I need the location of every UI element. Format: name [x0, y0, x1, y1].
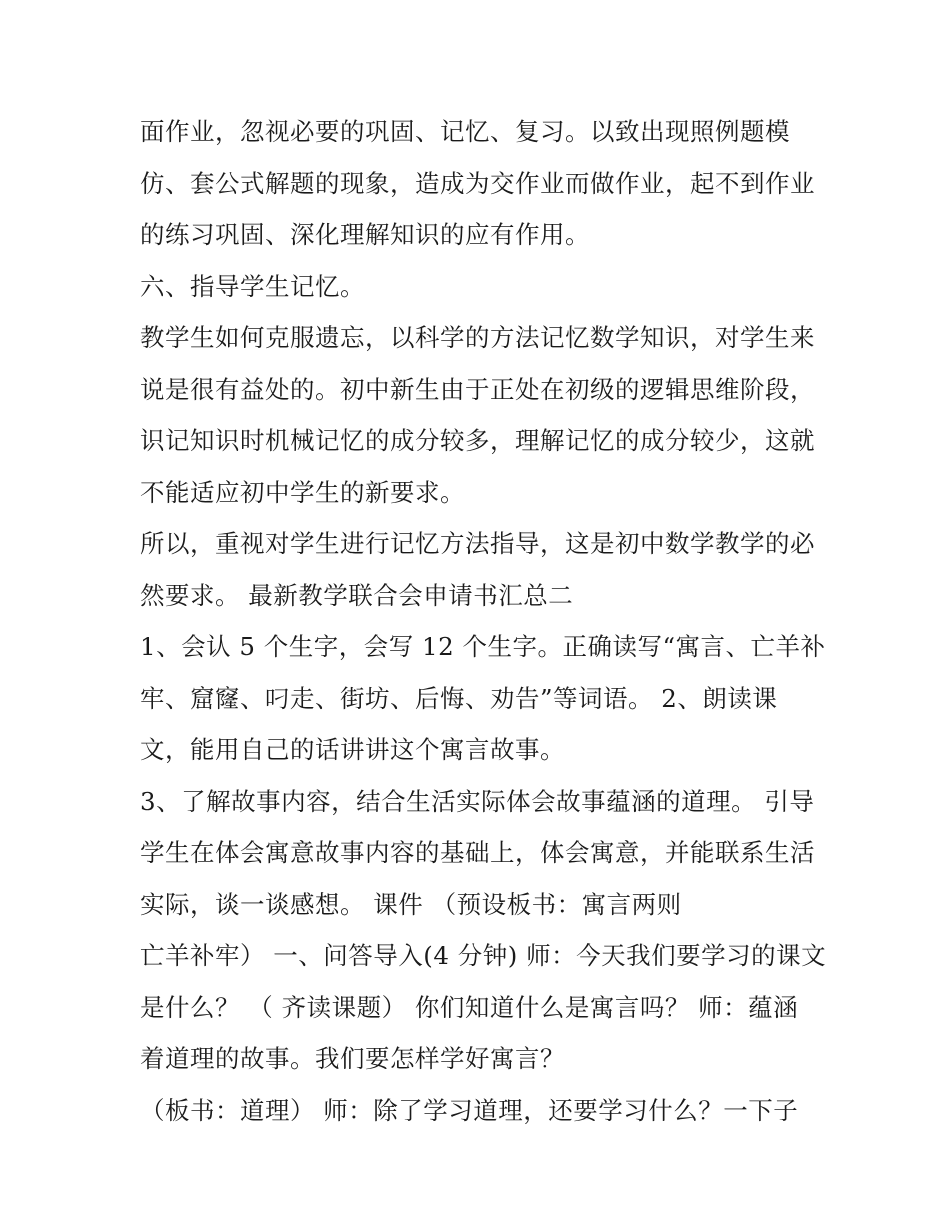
text-line: 实际，谈一谈感想。 课件 （预设板书：寓言两则: [140, 889, 682, 919]
text-line: 仿、套公式解题的现象，造成为交作业而做作业，起不到作业: [140, 168, 815, 198]
text-line: 着道理的故事。我们要怎样学好寓言？: [140, 1044, 565, 1073]
text-line: 1、会认 5 个生字，会写 12 个生字。正确读写“寓言、亡羊补: [140, 632, 826, 661]
text-line: 学生在体会寓意故事内容的基础上，体会寓意，并能联系生活: [140, 838, 815, 867]
text-line: 是什么？ （ 齐读课题） 你们知道什么是寓言吗？ 师：蕴涵: [140, 992, 799, 1022]
text-line: 识记知识时机械记忆的成分较多，理解记忆的成分较少，这就: [140, 426, 815, 455]
section-heading: 六、指导学生记忆。: [140, 271, 365, 301]
text-line: 亡羊补牢） 一、问答导入(4 分钟) 师：今天我们要学习的课文: [140, 941, 827, 970]
text-line: （板书：道理） 师：除了学习道理，还要学习什么？一下子: [140, 1095, 799, 1125]
text-line: 牢、窟窿、叼走、街坊、后悔、劝告”等词语。 2、朗读课: [140, 683, 778, 713]
text-line: 的练习巩固、深化理解知识的应有作用。: [140, 220, 590, 249]
text-line: 不能适应初中学生的新要求。: [140, 477, 465, 507]
text-line: 然要求。 最新教学联合会申请书汇总二: [140, 580, 574, 610]
text-line: 所以，重视对学生进行记忆方法指导，这是初中数学教学的必: [140, 529, 815, 558]
text-line: 3、了解故事内容，结合生活实际体会故事蕴涵的道理。 引导: [140, 786, 815, 816]
text-line: 教学生如何克服遗忘，以科学的方法记忆数学知识，对学生来: [140, 323, 815, 352]
text-line: 面作业，忽视必要的巩固、记忆、复习。以致出现照例题模: [140, 117, 790, 146]
body-text: [140, 106, 830, 1136]
text-line: 说是很有益处的。初中新生由于正处在初级的逻辑思维阶段，: [140, 374, 815, 404]
text-line: 文，能用自己的话讲讲这个寓言故事。: [140, 735, 565, 764]
